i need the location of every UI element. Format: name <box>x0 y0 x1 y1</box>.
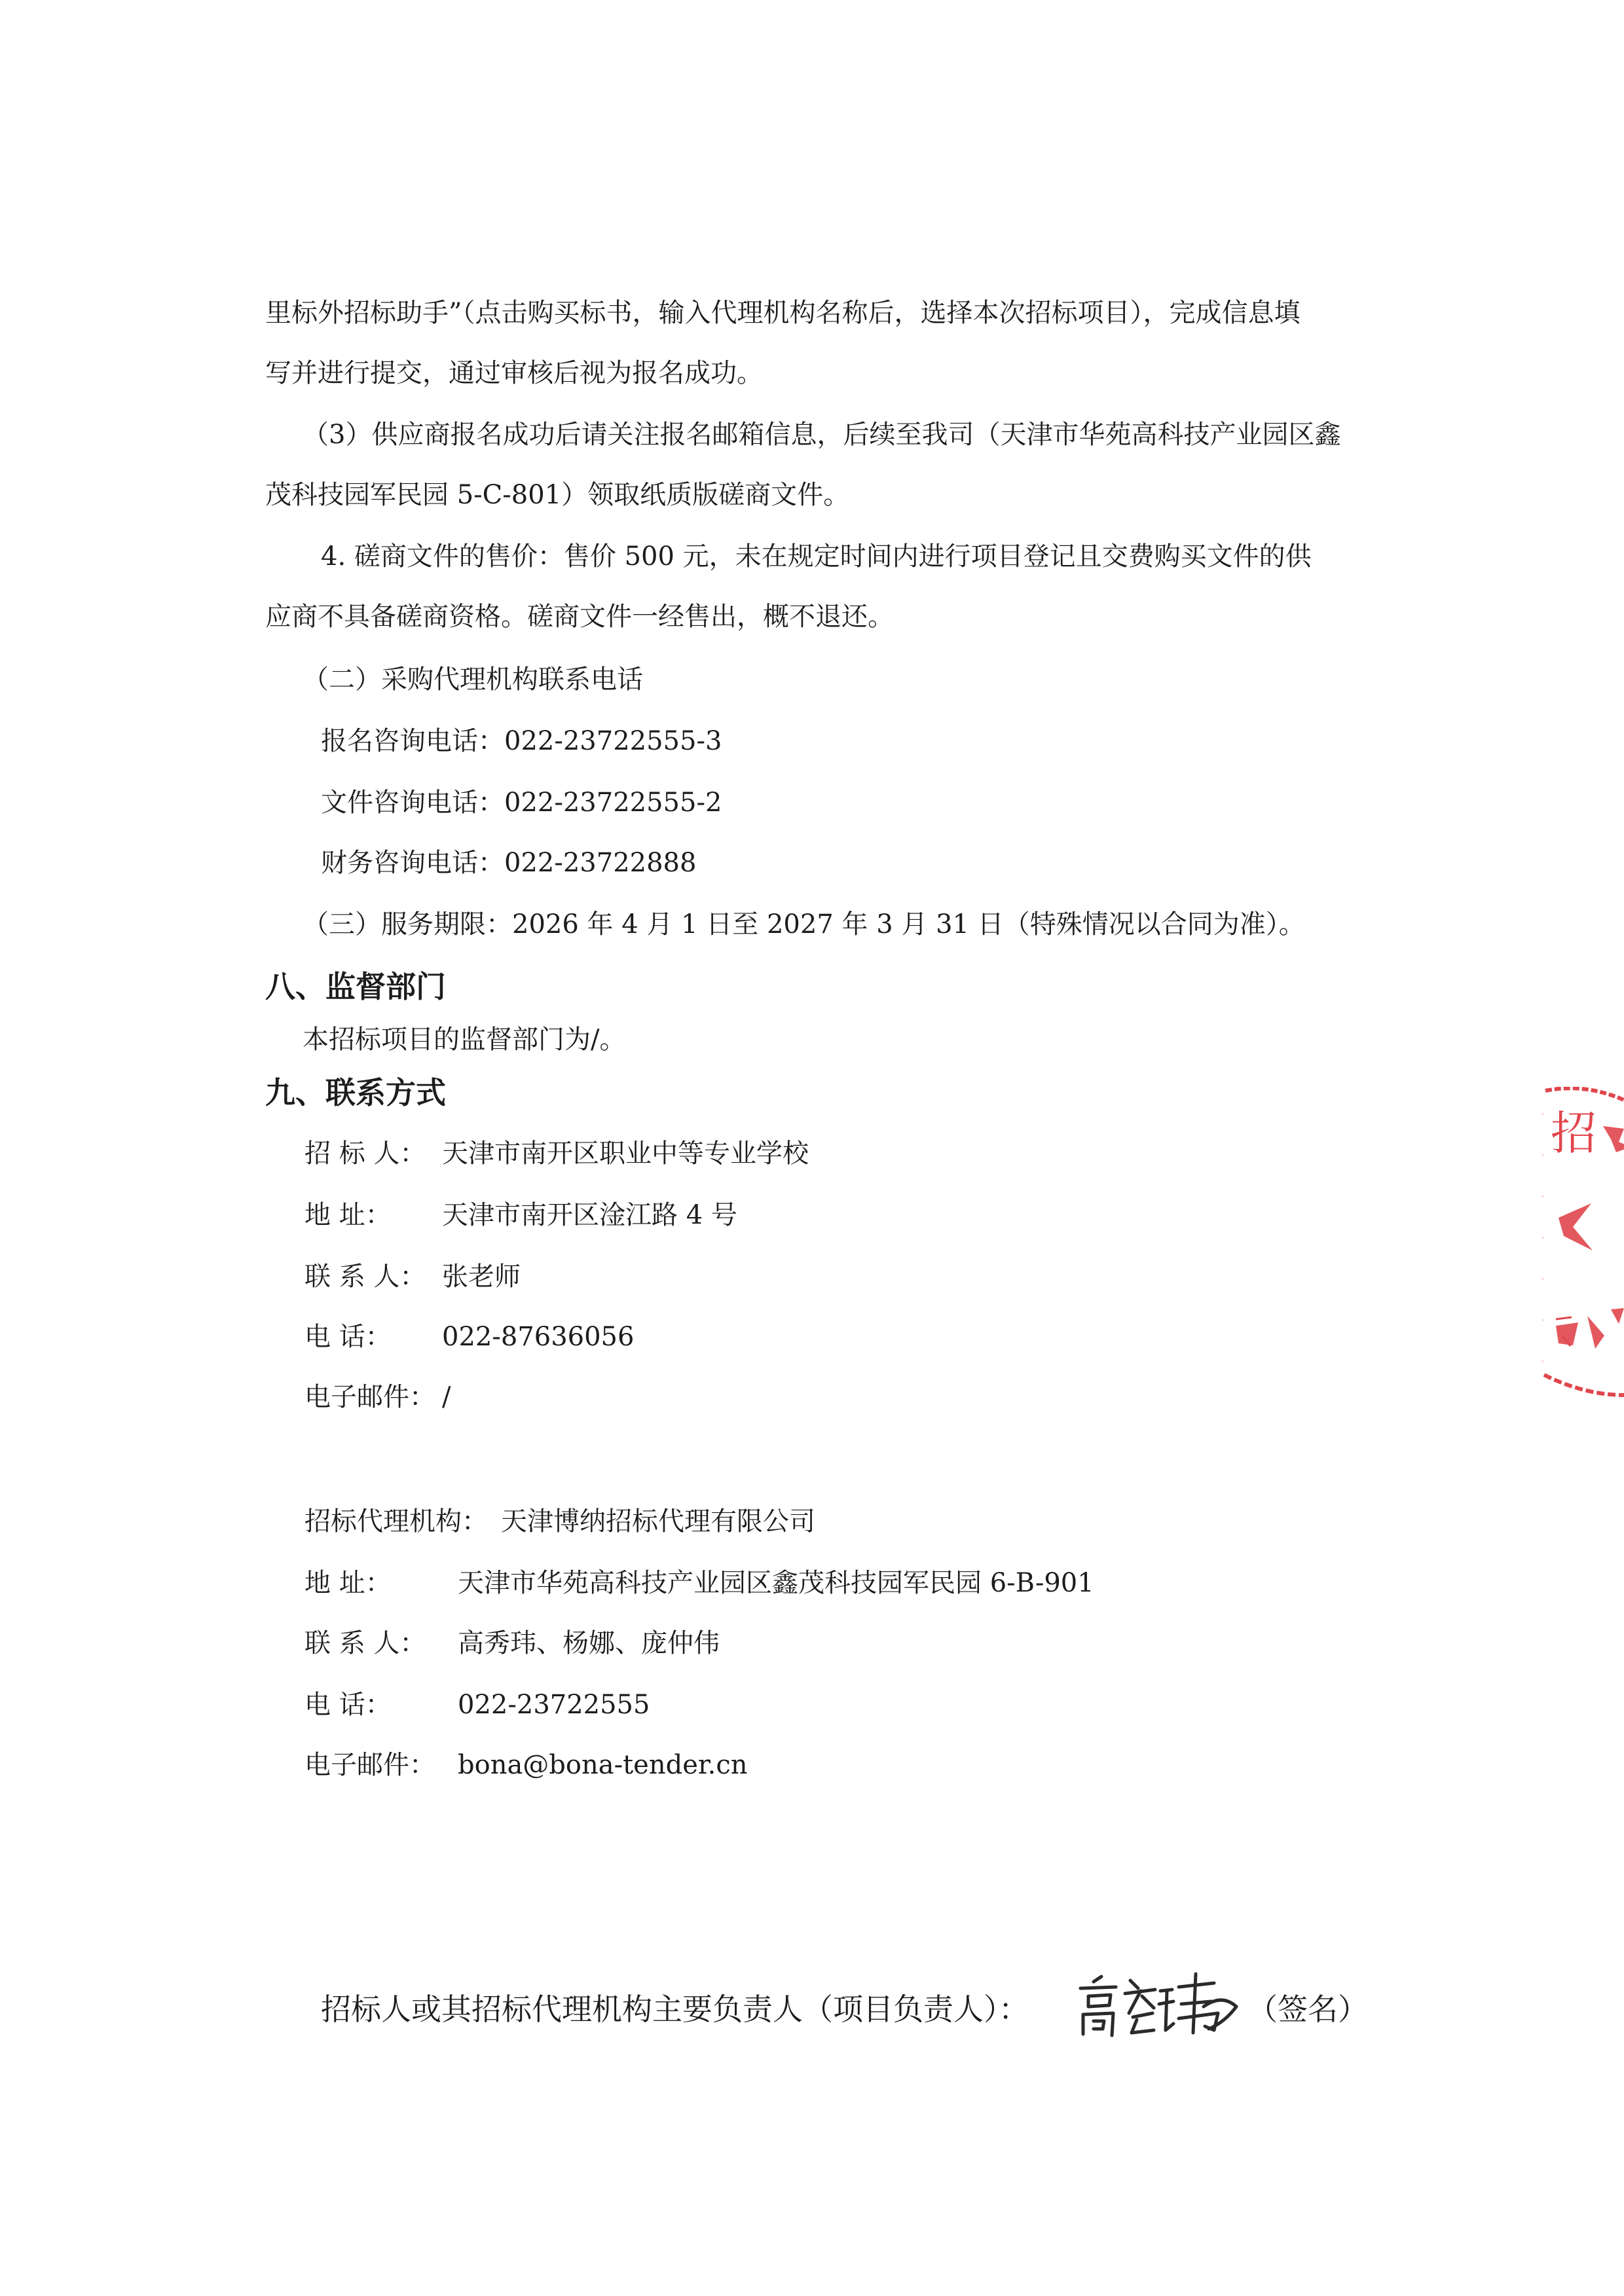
section-heading-supervision: 八、监督部门 <box>265 969 446 1004</box>
tenderer-name-row <box>304 1139 809 1169</box>
para-pickup-line1: （3）供应商报名成功后请关注报名邮箱信息，后续至我司（天津市华苑高科技产业园区鑫 <box>303 420 1341 450</box>
agency-phone-row <box>304 1690 650 1720</box>
para-price-line1: 4. 磋商文件的售价：售价 500 元，未在规定时间内进行项目登记且交费购买文件的供 <box>321 541 1312 572</box>
field-label: 电 话： <box>304 1322 392 1352</box>
agency-name-row <box>304 1506 815 1537</box>
signature-strokes <box>1080 1974 1236 2035</box>
handwritten-signature <box>1074 1967 1244 2039</box>
agency-phone: 022-23722555 <box>458 1690 650 1720</box>
tenderer-name: 天津市南开区职业中等专业学校 <box>442 1139 809 1169</box>
field-label: 招标代理机构： <box>304 1506 488 1537</box>
field-label: 招 标 人： <box>304 1139 426 1169</box>
agency-address-row <box>304 1568 1094 1598</box>
para-registration-line1: 里标外招标助手”（点击购买标书，输入代理机构名称后，选择本次招标项目），完成信息填 <box>265 298 1301 328</box>
tenderer-email-row <box>304 1382 451 1412</box>
field-label: 地 址： <box>304 1200 392 1230</box>
phone-finance: 财务咨询电话：022-23722888 <box>321 848 697 878</box>
tenderer-address: 天津市南开区淦江路 4 号 <box>442 1200 737 1230</box>
agency-email: bona@bona-tender.cn <box>458 1750 748 1780</box>
subheading-agency-phones: （二）采购代理机构联系电话 <box>303 665 643 695</box>
agency-contact-row <box>304 1628 720 1658</box>
field-label: 地 址： <box>304 1568 392 1598</box>
service-period: （三）服务期限：2026 年 4 月 1 日至 2027 年 3 月 31 日（特殊情况以合同为准）。 <box>303 909 1305 939</box>
signature-suffix: （签名） <box>1247 1992 1368 2027</box>
seal-character: 招 <box>1551 1106 1596 1160</box>
field-label: 电子邮件： <box>304 1750 435 1780</box>
supervision-text: 本招标项目的监督部门为/。 <box>303 1025 626 1055</box>
agency-email-row <box>304 1750 748 1780</box>
tenderer-phone-row <box>304 1322 635 1352</box>
field-label: 电 话： <box>304 1690 392 1720</box>
para-price-line2: 应商不具备磋商资格。磋商文件一经售出，概不退还。 <box>265 602 894 632</box>
agency-name: 天津博纳招标代理有限公司 <box>501 1506 815 1537</box>
section-heading-contact: 九、联系方式 <box>265 1075 446 1110</box>
company-seal-stamp <box>1532 1087 1624 1401</box>
tenderer-contact: 张老师 <box>442 1262 521 1292</box>
tenderer-phone: 022-87636056 <box>442 1322 635 1352</box>
phone-registration: 报名咨询电话：022-23722555-3 <box>321 726 722 756</box>
tenderer-contact-row <box>304 1262 521 1292</box>
field-label: 电子邮件： <box>304 1382 435 1412</box>
signature-statement: 招标人或其招标代理机构主要负责人（项目负责人）： <box>321 1992 1029 2027</box>
tenderer-address-row <box>304 1200 737 1230</box>
agency-address: 天津市华苑高科技产业园区鑫茂科技园军民园 6-B-901 <box>458 1568 1094 1598</box>
agency-contact: 高秀玮、杨娜、庞仲伟 <box>458 1628 720 1658</box>
field-label: 联 系 人： <box>304 1628 426 1658</box>
phone-documents: 文件咨询电话：022-23722555-2 <box>321 788 722 818</box>
field-label: 联 系 人： <box>304 1262 426 1292</box>
tenderer-email: / <box>442 1382 451 1412</box>
para-registration-line2: 写并进行提交，通过审核后视为报名成功。 <box>265 358 763 388</box>
para-pickup-line2: 茂科技园军民园 5-C-801）领取纸质版磋商文件。 <box>265 480 850 510</box>
